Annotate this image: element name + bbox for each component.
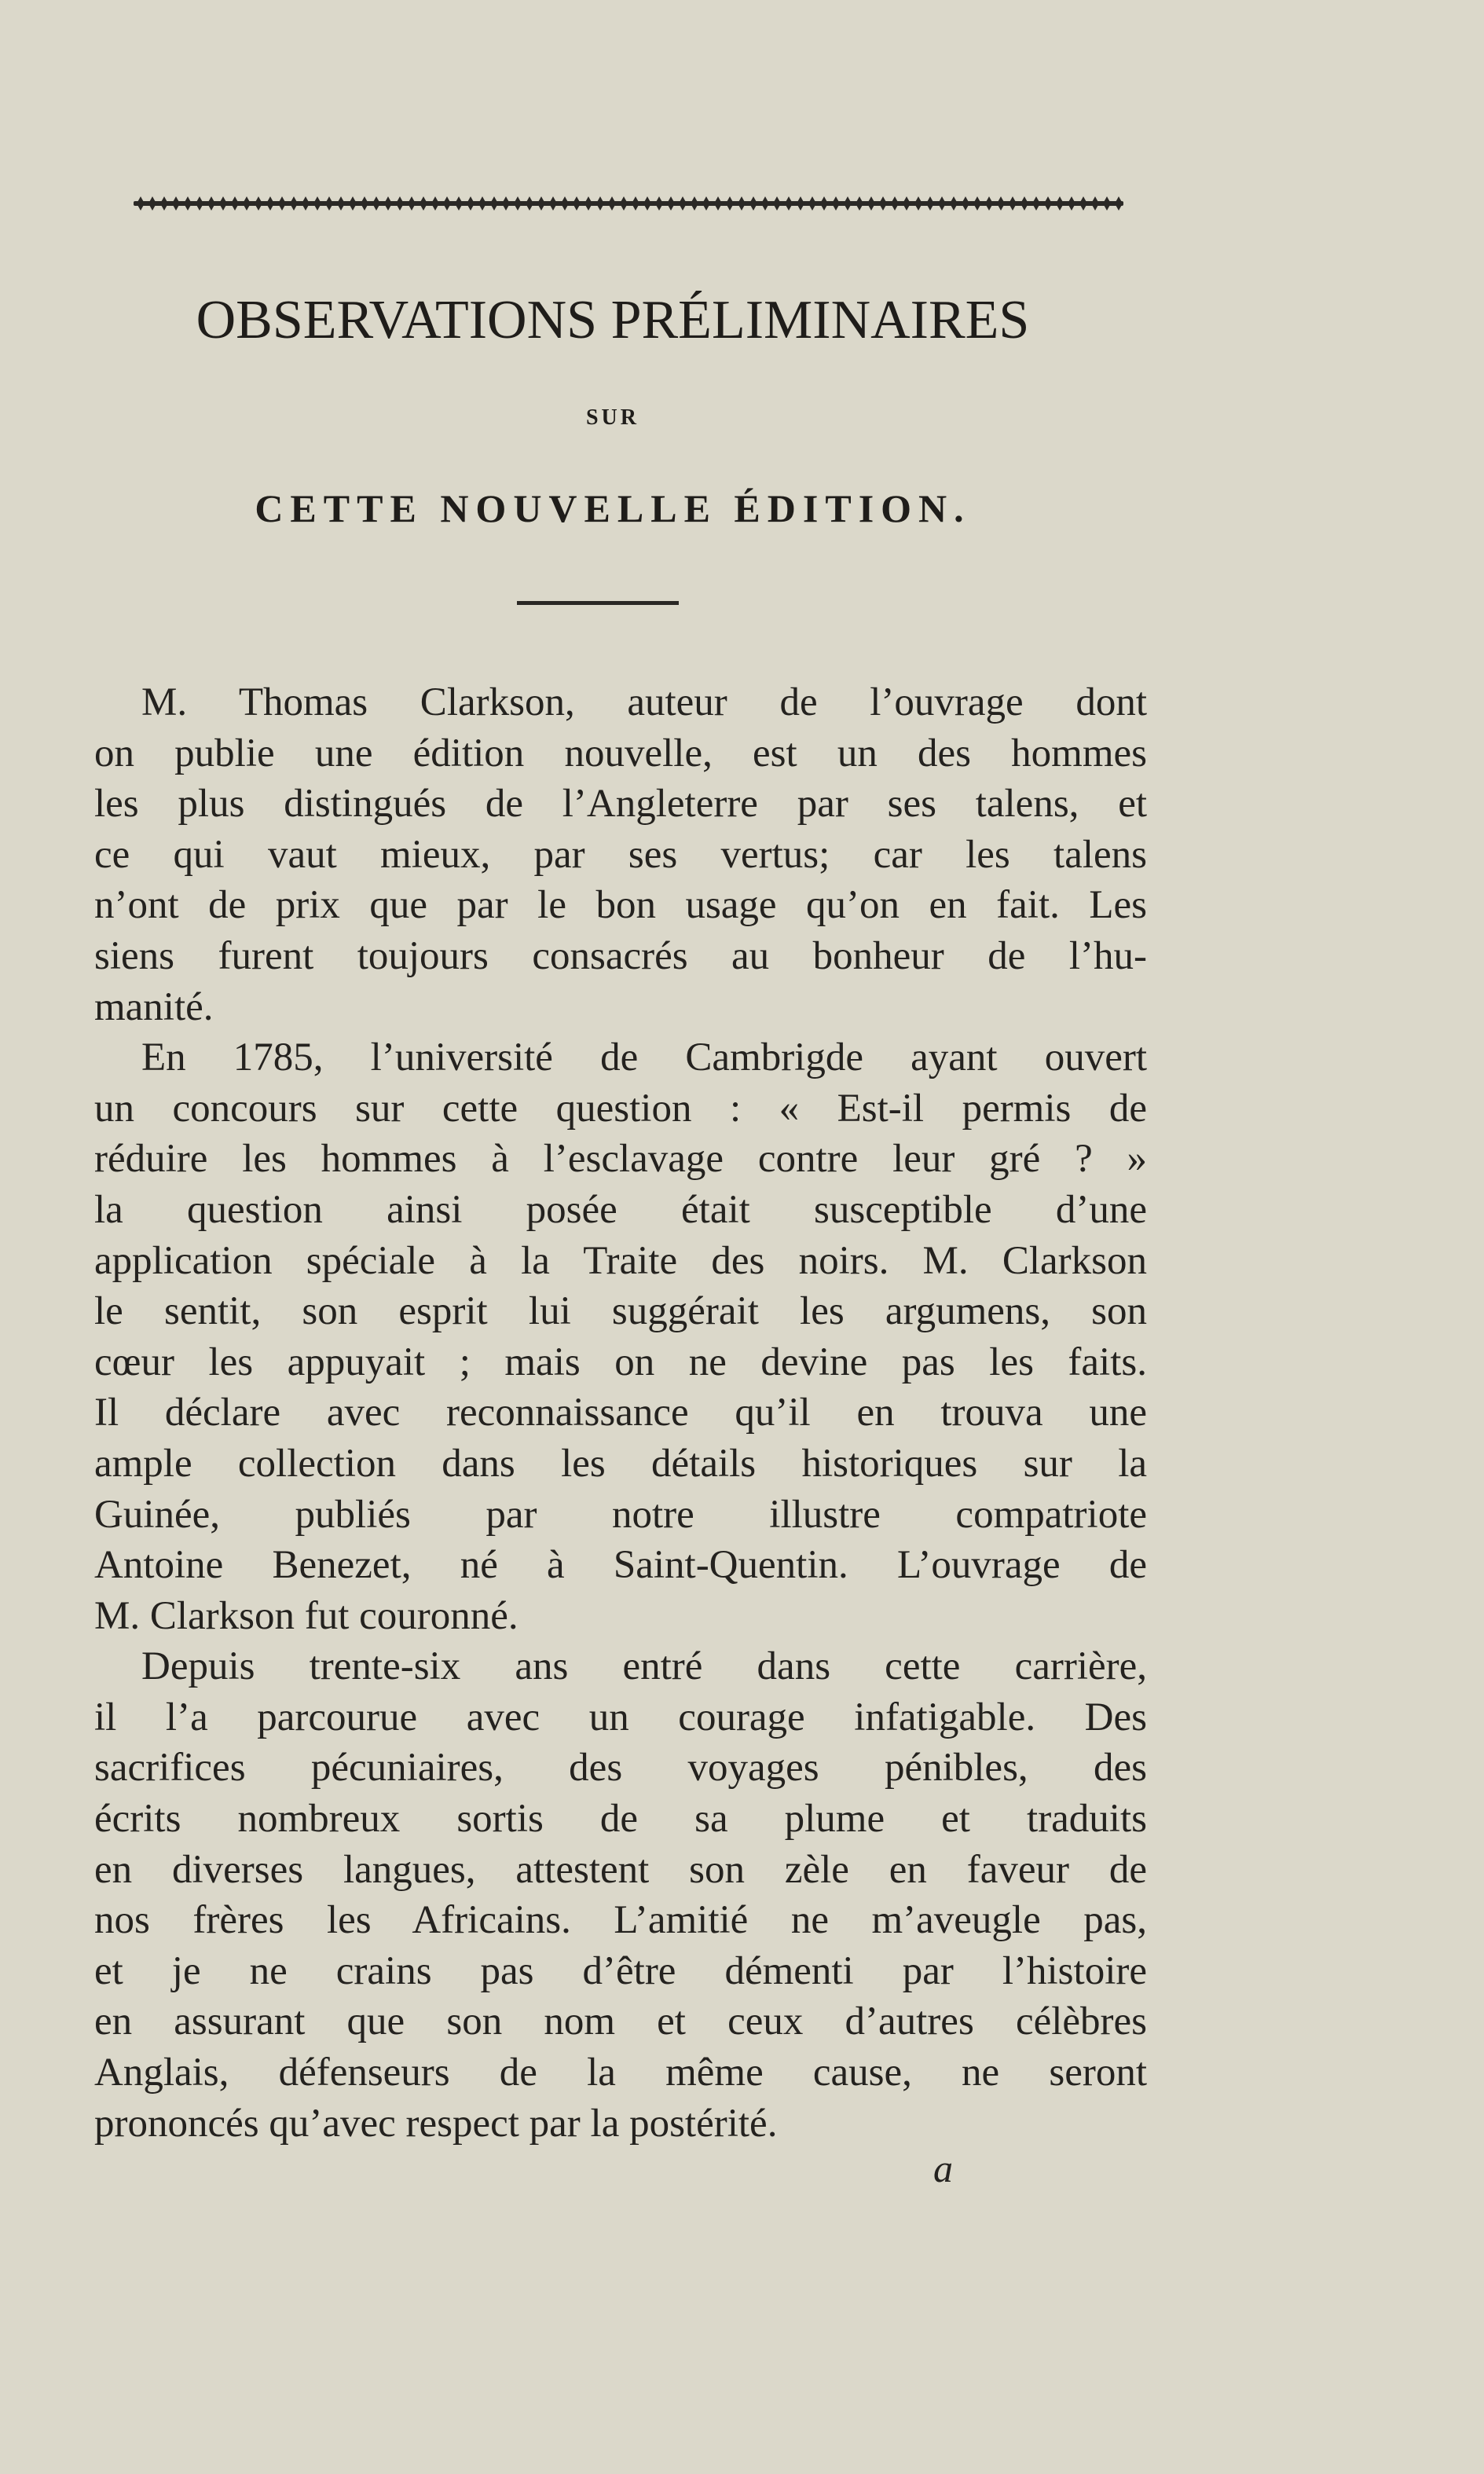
ornament-mark [1103, 196, 1111, 211]
ornament-mark [490, 196, 498, 211]
text-line: en assurant que son nom et ceux d’autres célèbres [94, 1999, 1147, 2044]
ornament-mark [302, 196, 310, 211]
ornament-mark [702, 196, 710, 211]
signature-mark: a [933, 2146, 953, 2190]
text-line: Anglais, défenseurs de la même cause, ne seront [94, 2051, 1147, 2095]
text-line: les plus distingués de l’Angleterre par ses talens, et [94, 782, 1147, 826]
ornament-mark [891, 196, 899, 211]
ornament-mark [255, 196, 262, 211]
text-line: En 1785, l’université de Cambrigde ayant ouvert [141, 1035, 1147, 1080]
ornament-mark [196, 196, 203, 211]
ornament-mark [820, 196, 828, 211]
ornament-mark [526, 196, 533, 211]
paragraph-2 [94, 1032, 1147, 1641]
ornament-mark [148, 196, 156, 211]
text-line: et je ne crains pas d’être démenti par l’histoire [94, 1948, 1147, 1993]
ornament-mark [1009, 196, 1017, 211]
ornament-mark [914, 196, 922, 211]
text-line: ce qui vaut mieux, par ses vertus; car les talens [94, 832, 1147, 877]
ornament-mark [514, 196, 522, 211]
body-text [94, 677, 1147, 2149]
text-line: Il déclare avec reconnaissance qu’il en trouva une [94, 1391, 1147, 1435]
ornament-mark [573, 196, 581, 211]
ornament-mark [879, 196, 887, 211]
ornament-mark [137, 196, 145, 211]
text-line: le sentit, son esprit lui suggérait les argumens, son [94, 1289, 1147, 1334]
ornament-mark [749, 196, 757, 211]
ornament-mark [396, 196, 404, 211]
ornament-mark [243, 196, 251, 211]
ornament-mark [714, 196, 722, 211]
text-line: réduire les hommes à l’esclavage contre leur gré ? » [94, 1137, 1147, 1182]
ornament-mark [278, 196, 286, 211]
text-line: en diverses langues, attestent son zèle en faveur de [94, 1847, 1147, 1892]
ornament-mark [443, 196, 451, 211]
ornament-mark [1068, 196, 1075, 211]
text-line: Guinée, publiés par notre illustre compatriote [94, 1492, 1147, 1537]
ornament-mark [726, 196, 734, 211]
ornament-mark [313, 196, 321, 211]
ornament-mark [596, 196, 604, 211]
ornament-mark [738, 196, 746, 211]
ornament-mark [537, 196, 545, 211]
text-line: on publie une édition nouvelle, est un des hommes [94, 731, 1147, 775]
text-line: Antoine Benezet, né à Saint-Quentin. L’ouvrage de [94, 1543, 1147, 1588]
ornament-mark [455, 196, 463, 211]
text-line: Depuis trente-six ans entré dans cette carrière, [141, 1644, 1147, 1689]
ornament-mark [926, 196, 934, 211]
ornament-mark [408, 196, 416, 211]
ornament-mark [832, 196, 840, 211]
text-line: cœur les appuyait ; mais on ne devine pas les faits. [94, 1340, 1147, 1384]
text-line: M. Thomas Clarkson, auteur de l’ouvrage dont [141, 680, 1147, 724]
ornament-mark [361, 196, 368, 211]
ornament-mark [231, 196, 239, 211]
ornament-mark [985, 196, 993, 211]
text-line: écrits nombreux sortis de sa plume et traduits [94, 1797, 1147, 1842]
ornament-mark [549, 196, 557, 211]
page-subheading: SUR [585, 405, 639, 430]
ornament-mark [632, 196, 639, 211]
text-line: sacrifices pécuniaires, des voyages pénibles, des [94, 1746, 1147, 1790]
paragraph-3 [94, 1641, 1147, 2149]
text-line: M. Clarkson fut couronné. [94, 1593, 518, 1638]
ornament-mark [643, 196, 651, 211]
ornament-band [134, 195, 1123, 212]
text-line: il l’a parcourue avec un courage infatigable. Des [94, 1695, 1147, 1739]
page-heading: OBSERVATIONS PRÉLIMINAIRES [196, 290, 1030, 350]
ornament-mark [420, 196, 427, 211]
ornament-mark [349, 196, 357, 211]
ornament-mark [1079, 196, 1087, 211]
ornament-mark [808, 196, 816, 211]
ornament-mark [207, 196, 215, 211]
text-line: siens furent toujours consacrés au bonheur de l’hu- [94, 933, 1147, 978]
ornament-mark [172, 196, 180, 211]
text-line: prononcés qu’avec respect par la postérité. [94, 2101, 778, 2146]
text-line: application spéciale à la Traite des noirs. M. Clarkson [94, 1238, 1147, 1283]
ornament-mark [384, 196, 392, 211]
ornament-mark [691, 196, 698, 211]
text-line: nos frères les Africains. L’amitié ne m’aveugle pas, [94, 1898, 1147, 1943]
ornament-mark [655, 196, 663, 211]
ornament-mark [856, 196, 863, 211]
ornament-mark [1044, 196, 1052, 211]
ornament-mark [1032, 196, 1040, 211]
ornament-mark [950, 196, 958, 211]
text-line: manité. [94, 984, 214, 1029]
ornament-mark [337, 196, 345, 211]
ornament-mark [938, 196, 946, 211]
ornament-mark [219, 196, 227, 211]
text-line: la question ainsi posée était susceptible d’une [94, 1187, 1147, 1232]
ornament-mark [431, 196, 439, 211]
ornament-mark [502, 196, 510, 211]
ornament-mark [997, 196, 1005, 211]
paragraph-1 [94, 677, 1147, 1032]
ornament-mark [160, 196, 168, 211]
ornament-mark [1115, 196, 1123, 211]
ornament-mark [372, 196, 380, 211]
ornament-mark [973, 196, 981, 211]
ornament-mark [290, 196, 298, 211]
ornament-mark [903, 196, 911, 211]
ornament-mark [667, 196, 675, 211]
title-rule [517, 601, 679, 605]
ornament-mark [1091, 196, 1099, 211]
ornament-mark [785, 196, 793, 211]
ornament-mark [184, 196, 192, 211]
ornament-mark [561, 196, 569, 211]
ornament-mark [962, 196, 969, 211]
text-line: ample collection dans les détails historiques sur la [94, 1441, 1147, 1486]
ornament-mark [867, 196, 875, 211]
ornament-mark [266, 196, 274, 211]
page-title: CETTE NOUVELLE ÉDITION. [255, 486, 971, 530]
ornament-mark [608, 196, 616, 211]
ornament-mark [797, 196, 804, 211]
ornament-mark [467, 196, 475, 211]
text-line: un concours sur cette question : « Est-il permis de [94, 1086, 1147, 1131]
ornament-mark [1056, 196, 1064, 211]
ornament-mark [773, 196, 781, 211]
ornament-mark [584, 196, 592, 211]
ornament-mark [1020, 196, 1028, 211]
ornament-mark [844, 196, 852, 211]
ornament-mark [478, 196, 486, 211]
ornament-mark [325, 196, 333, 211]
ornament-mark [761, 196, 769, 211]
ornament-mark [679, 196, 687, 211]
text-line: n’ont de prix que par le bon usage qu’on en fait. Les [94, 883, 1147, 928]
ornament-mark [620, 196, 628, 211]
